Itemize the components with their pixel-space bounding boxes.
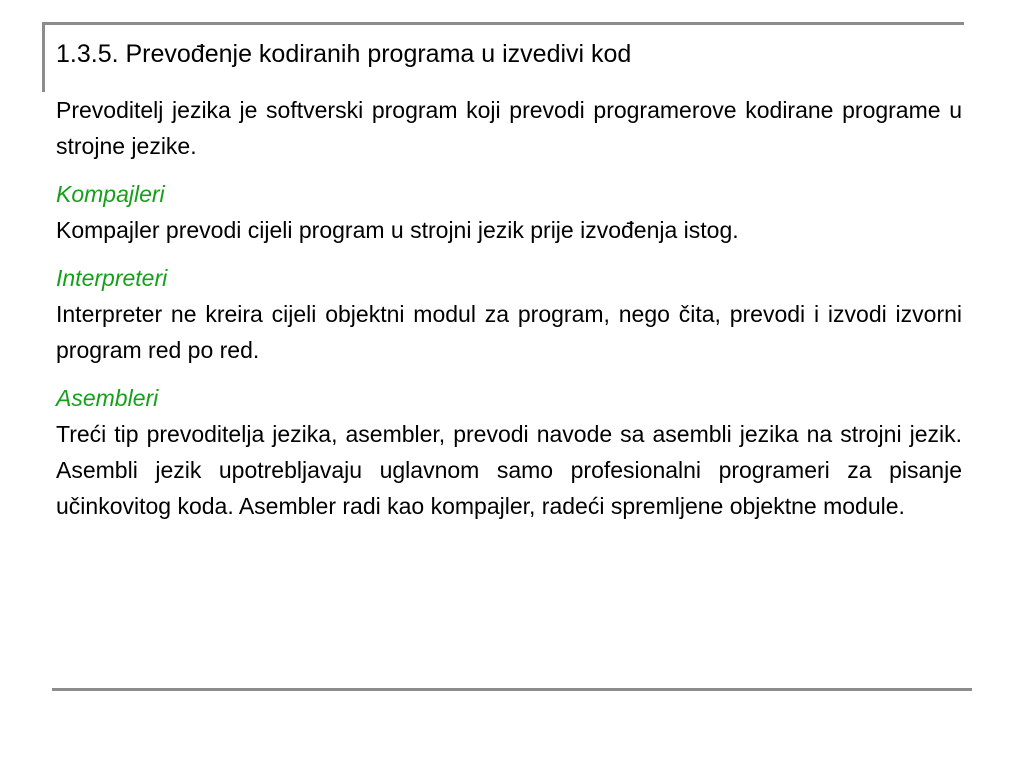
title-left-divider — [42, 22, 45, 92]
bottom-divider — [52, 688, 972, 691]
section-heading-asembleri: Asembleri — [56, 385, 159, 411]
section-text-asembleri: Treći tip prevoditelja jezika, asembler, prevodi navode sa asembli jezika na strojni jezik. Asembli jezik upotrebljavaju uglavnom samo profesionalni programeri za pisanje učinkovitog koda. Asembler radi kao kompajler, radeći spremljene objektne module. — [56, 421, 962, 519]
intro-paragraph: Prevoditelj jezika je softverski program koji prevodi programerove kodirane programe u strojne jezike. — [56, 97, 962, 159]
slide-title: 1.3.5. Prevođenje kodiranih programa u izvedivi kod — [56, 40, 632, 68]
section-heading-kompajleri: Kompajleri — [56, 181, 165, 207]
section-text-kompajleri: Kompajler prevodi cijeli program u strojni jezik prije izvođenja istog. — [56, 217, 739, 243]
top-divider — [44, 22, 964, 25]
section-heading-interpreteri: Interpreteri — [56, 265, 168, 291]
slide-body — [56, 92, 962, 536]
section-text-interpreteri: Interpreter ne kreira cijeli objektni modul za program, nego čita, prevodi i izvodi izvorni program red po red. — [56, 301, 962, 363]
